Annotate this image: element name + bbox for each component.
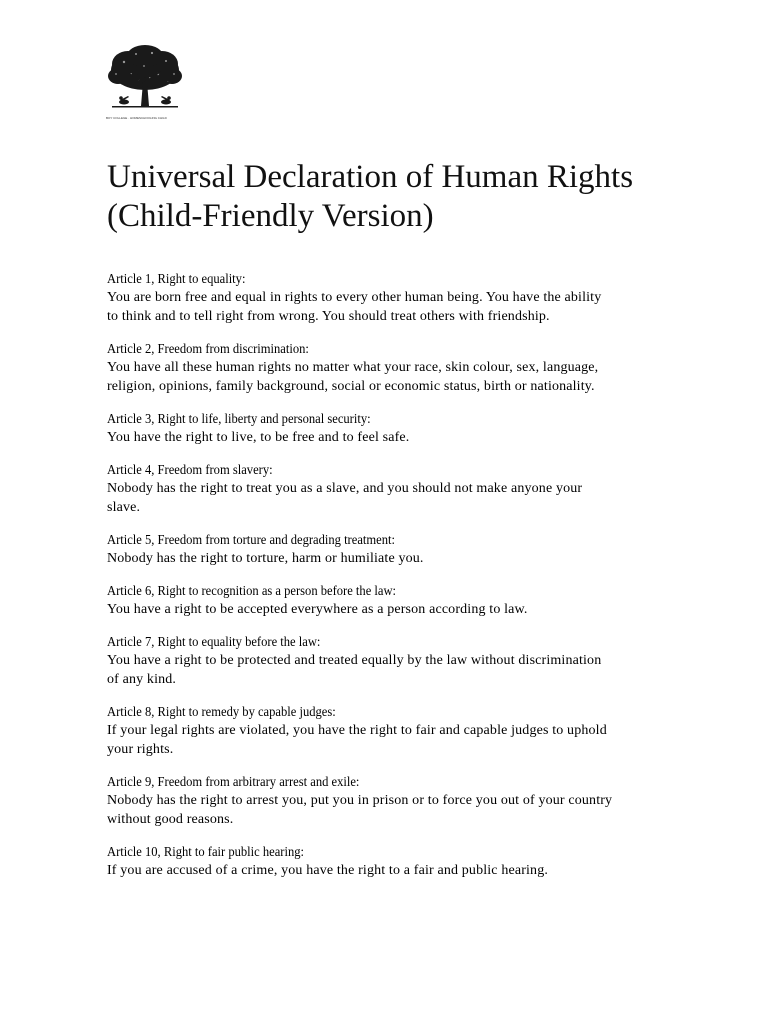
article-text <box>107 600 667 619</box>
article-2 <box>107 340 667 396</box>
oak-tree-logo-icon <box>106 44 184 116</box>
article-heading: Article 2, Freedom from discrimination: <box>107 341 309 356</box>
article-text-line: Nobody has the right to torture, harm or humiliate you. <box>107 551 424 566</box>
article-7 <box>107 633 667 689</box>
article-text <box>107 651 667 689</box>
article-text-line: of any kind. <box>107 672 177 687</box>
article-text-line: your rights. <box>107 742 174 757</box>
article-9 <box>107 773 667 829</box>
article-3 <box>107 410 667 447</box>
article-4 <box>107 461 667 517</box>
article-text-line: Nobody has the right to arrest you, put you in prison or to force you out of your country <box>107 793 613 808</box>
article-text-line: religion, opinions, family background, social or economic status, birth or nationality. <box>107 379 595 394</box>
article-text <box>107 288 667 326</box>
article-text <box>107 721 667 759</box>
article-5 <box>107 531 667 568</box>
article-10 <box>107 843 667 880</box>
article-text-line: You are born free and equal in rights to every other human being. You have the ability <box>107 290 602 305</box>
logo <box>106 44 184 122</box>
article-text-line: to think and to tell right from wrong. You should treat others with friendship. <box>107 309 550 324</box>
article-text-line: If your legal rights are violated, you have the right to fair and capable judges to uphold <box>107 723 607 738</box>
title-line-1: Universal Declaration of Human Rights <box>107 159 634 195</box>
article-6 <box>107 582 667 619</box>
article-heading: Article 3, Right to life, liberty and personal security: <box>107 411 371 426</box>
article-heading: Article 4, Freedom from slavery: <box>107 462 273 477</box>
article-heading: Article 5, Freedom from torture and degrading treatment: <box>107 532 395 547</box>
article-text-line: Nobody has the right to treat you as a slave, and you should not make anyone your <box>107 481 583 496</box>
article-text-line: You have the right to live, to be free and to feel safe. <box>107 430 410 445</box>
article-text-line: You have all these human rights no matter what your race, skin colour, sex, language, <box>107 360 599 375</box>
article-text <box>107 358 667 396</box>
article-heading: Article 8, Right to remedy by capable judges: <box>107 704 336 719</box>
article-heading: Article 10, Right to fair public hearing: <box>107 844 305 859</box>
page-title <box>107 158 707 236</box>
article-text-line: without good reasons. <box>107 812 234 827</box>
article-text <box>107 791 667 829</box>
article-text-line: You have a right to be protected and treated equally by the law without discrimination <box>107 653 602 668</box>
article-heading: Article 6, Right to recognition as a person before the law: <box>107 583 397 598</box>
article-text <box>107 428 667 447</box>
article-text <box>107 861 667 880</box>
article-heading: Article 1, Right to equality: <box>107 271 246 286</box>
article-text-line: If you are accused of a crime, you have the right to a fair and public hearing. <box>107 863 549 878</box>
title-line-2: (Child-Friendly Version) <box>107 198 434 234</box>
logo-caption: BOY COLLEGE · HOMESCHOOLING CHILD <box>106 116 167 120</box>
article-1 <box>107 270 667 326</box>
article-text <box>107 479 667 517</box>
article-heading: Article 9, Freedom from arbitrary arrest and exile: <box>107 774 360 789</box>
article-heading: Article 7, Right to equality before the law: <box>107 634 321 649</box>
article-8 <box>107 703 667 759</box>
article-text <box>107 549 667 568</box>
article-text-line: You have a right to be accepted everywhere as a person according to law. <box>107 602 528 617</box>
articles-list <box>107 270 667 894</box>
article-text-line: slave. <box>107 500 141 515</box>
